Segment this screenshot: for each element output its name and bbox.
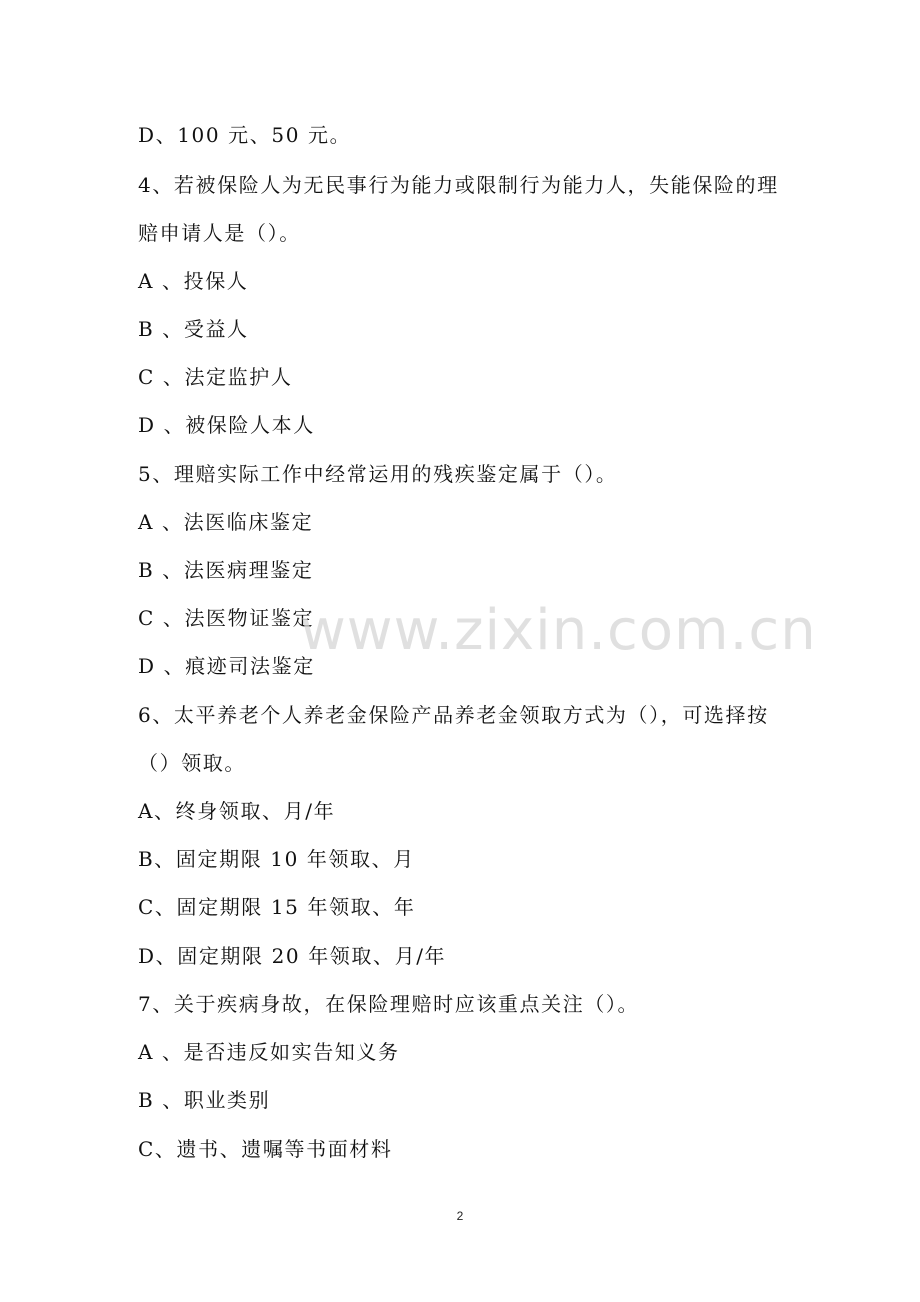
- option-line: A 、是否违反如实告知义务: [138, 1040, 400, 1064]
- question-7-line: 7、关于疾病身故，在保险理赔时应该重点关注（）。: [138, 992, 640, 1016]
- question-5-line: 5、理赔实际工作中经常运用的残疾鉴定属于（）。: [138, 462, 618, 486]
- option-line: D 、被保险人本人: [138, 413, 315, 437]
- question-6-line-1: 6、太平养老个人养老金保险产品养老金领取方式为（），可选择按: [138, 703, 769, 727]
- watermark: www.zixin.com.cn: [300, 598, 817, 663]
- option-line: C、固定期限 15 年领取、年: [138, 895, 416, 919]
- option-line: B、固定期限 10 年领取、月: [138, 847, 415, 871]
- question-6-line-2: （）领取。: [138, 751, 246, 775]
- option-line: D 、痕迹司法鉴定: [138, 654, 315, 678]
- option-line: C 、法定监护人: [138, 365, 293, 389]
- option-line: A 、法医临床鉴定: [138, 510, 314, 534]
- option-line: D、固定期限 20 年领取、月/年: [138, 944, 447, 968]
- option-line: C 、法医物证鉴定: [138, 606, 315, 630]
- option-line: A 、投保人: [138, 269, 249, 293]
- option-line: B 、职业类别: [138, 1088, 271, 1112]
- page-number: 2: [456, 1209, 464, 1223]
- option-line: B 、受益人: [138, 317, 249, 341]
- option-line: B 、法医病理鉴定: [138, 558, 314, 582]
- option-line: A、终身领取、月/年: [138, 799, 336, 823]
- option-line: C、遗书、遗嘱等书面材料: [138, 1137, 393, 1161]
- question-4-line-1: 4、若被保险人为无民事行为能力或限制行为能力人，失能保险的理: [138, 173, 779, 197]
- text-line: D、100 元、50 元。: [138, 123, 352, 147]
- question-4-line-2: 赔申请人是（）。: [138, 221, 301, 245]
